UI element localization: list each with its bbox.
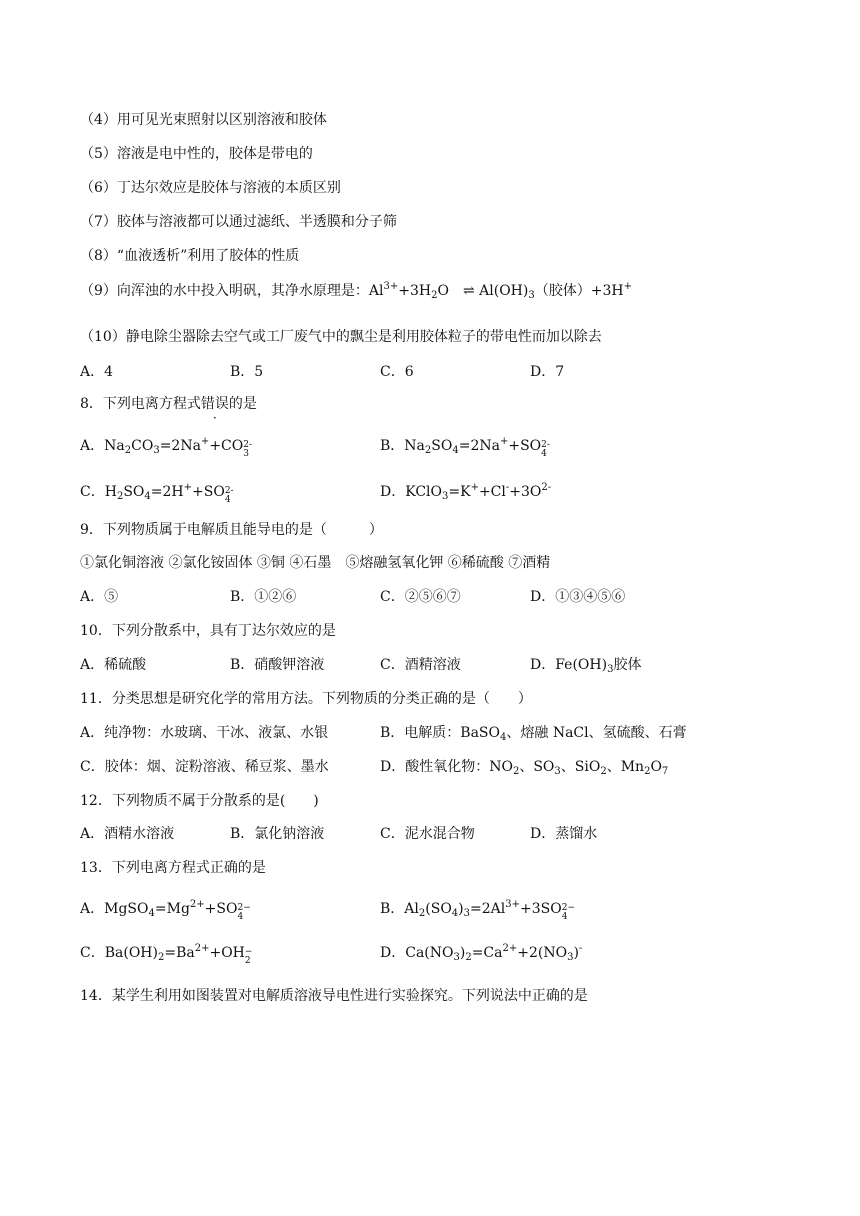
q8-option-d-label: D．: [380, 484, 406, 500]
statement-6: （6）丁达尔效应是胶体与溶液的本质区别: [80, 180, 341, 196]
q8-option-b-label: B．: [380, 438, 405, 454]
q13-option-d-label: D．: [380, 945, 406, 961]
q8-stem-emphasis: 错误: [200, 396, 229, 412]
q10-option-d-text: 胶体: [613, 657, 642, 673]
q8-option-d-text: KClO: [405, 484, 442, 500]
q11-option-b-rest: 、熔融 NaCl、氢硫酸、石膏: [506, 725, 687, 741]
q12-option-a: A．酒精水溶液: [80, 826, 175, 842]
q8-option-a-label: A．: [80, 438, 105, 454]
q9-option-c: C．②⑤⑥⑦: [380, 589, 461, 605]
q13-option-c: C．$Ba(OH)_2=Ba^{2+}+OH$ − 2: [80, 943, 253, 966]
q9-stem: 9．下列物质属于电解质且能导电的是（ ）: [80, 522, 383, 538]
q8-stem-text: 8．下列电离方程式: [80, 396, 201, 412]
statement-9-equation: $Al^{3+}+3H_2O$ ⇌ $Al(OH)_3$: [368, 281, 535, 301]
q8-stem: [80, 394, 257, 414]
q13-option-c-label: C．: [80, 945, 105, 961]
q7-option-c: C．6: [380, 364, 414, 380]
q11-option-d: D．酸性氧化物：$NO_2$、$SO_3$、SiO$_2$、$Mn_2O_7$: [380, 759, 669, 777]
q11-option-c: C．胶体：烟、淀粉溶液、稀豆浆、墨水: [80, 759, 329, 775]
q10-option-c: C．酒精溶液: [380, 657, 461, 673]
q11-option-d-text: D．酸性氧化物：NO: [380, 759, 513, 775]
q9-option-d: D．①③④⑤⑥: [530, 589, 626, 605]
q11-option-a: A．纯净物：水玻璃、干冰、液氯、水银: [80, 725, 329, 741]
q10-option-b: B．硝酸钾溶液: [230, 657, 325, 673]
q8-option-c: C．$H_2SO_4=2H^++SO$ 2- 4: [80, 482, 234, 505]
q7-option-a: A．4: [80, 364, 114, 380]
q8-option-d: D．$KClO_3=K^++Cl^-+3O^{2-}$: [380, 482, 552, 502]
q8-stem-end: 的是: [228, 396, 257, 412]
q7-option-d: D．7: [530, 364, 565, 380]
statement-10: （10）静电除尘器除去空气或工厂废气中的飘尘是利用胶体粒子的带电性而加以除去: [80, 329, 602, 345]
q12-stem: 12．下列物质不属于分散系的是( ): [80, 793, 319, 809]
q12-option-c: C．泥水混合物: [380, 826, 475, 842]
statement-9-text: （9）向浑浊的水中投入明矾，其净水原理是：: [80, 283, 369, 299]
q13-option-b: B．$Al_2(SO_4)_3=2Al^{3+}+3SO$ 2− 4: [380, 899, 575, 922]
q10-option-d: D．$Fe(OH)_3$胶体: [530, 657, 642, 675]
q12-option-b: B．氯化钠溶液: [230, 826, 325, 842]
q9-items: ①氯化铜溶液 ②氯化铵固体 ③铜 ④石墨 ⑤熔融氢氧化钾 ⑥稀硫酸 ⑦酒精: [80, 555, 551, 571]
statement-9-hydrogen-ion: +3H+: [590, 281, 632, 299]
q13-option-d: D．$Ca(NO_3)_2=Ca^{2+}+2(NO_3)^-$: [380, 943, 583, 963]
q13-option-b-label: B．: [380, 901, 405, 917]
q14-stem: 14．某学生利用如图装置对电解质溶液导电性进行实验探究。下列说法中正确的是: [80, 988, 588, 1004]
statement-9: [80, 281, 632, 301]
statement-7: （7）胶体与溶液都可以通过滤纸、半透膜和分子筛: [80, 214, 397, 230]
q13-option-a: A．$MgSO_4=Mg^{2+}+SO$ 2− 4: [80, 899, 251, 922]
q8-option-c-label: C．: [80, 484, 105, 500]
statement-9-colloid: （胶体）: [534, 283, 591, 299]
q10-stem: 10．下列分散系中，具有丁达尔效应的是: [80, 623, 336, 639]
q11-stem: 11．分类思想是研究化学的常用方法。下列物质的分类正确的是（ ）: [80, 691, 532, 707]
q13-option-a-label: A．: [80, 901, 105, 917]
q11-option-b: B．电解质：BaSO$_4$、熔融 NaCl、氢硫酸、石膏: [380, 725, 687, 743]
q11-option-b-text: B．电解质：BaSO: [380, 725, 500, 741]
q9-option-b: B．①②⑥: [230, 589, 297, 605]
q10-option-a: A．稀硫酸: [80, 657, 147, 673]
q8-option-a: A．$Na_2CO_3=2Na^++CO$ 2- 3: [80, 436, 253, 459]
statement-8: （8）“血液透析”利用了胶体的性质: [80, 248, 300, 264]
q12-option-d: D．蒸馏水: [530, 826, 598, 842]
q9-option-a: A．⑤: [80, 589, 119, 605]
statement-4: （4）用可见光束照射以区别溶液和胶体: [80, 112, 327, 128]
q8-option-b: B．$Na_2SO_4=2Na^++SO$ 2- 4: [380, 436, 550, 459]
q7-option-b: B．5: [230, 364, 264, 380]
q10-option-d-formula: D．Fe(OH): [530, 657, 608, 673]
statement-5: （5）溶液是电中性的，胶体是带电的: [80, 146, 313, 162]
q13-stem: 13．下列电离方程式正确的是: [80, 860, 266, 876]
